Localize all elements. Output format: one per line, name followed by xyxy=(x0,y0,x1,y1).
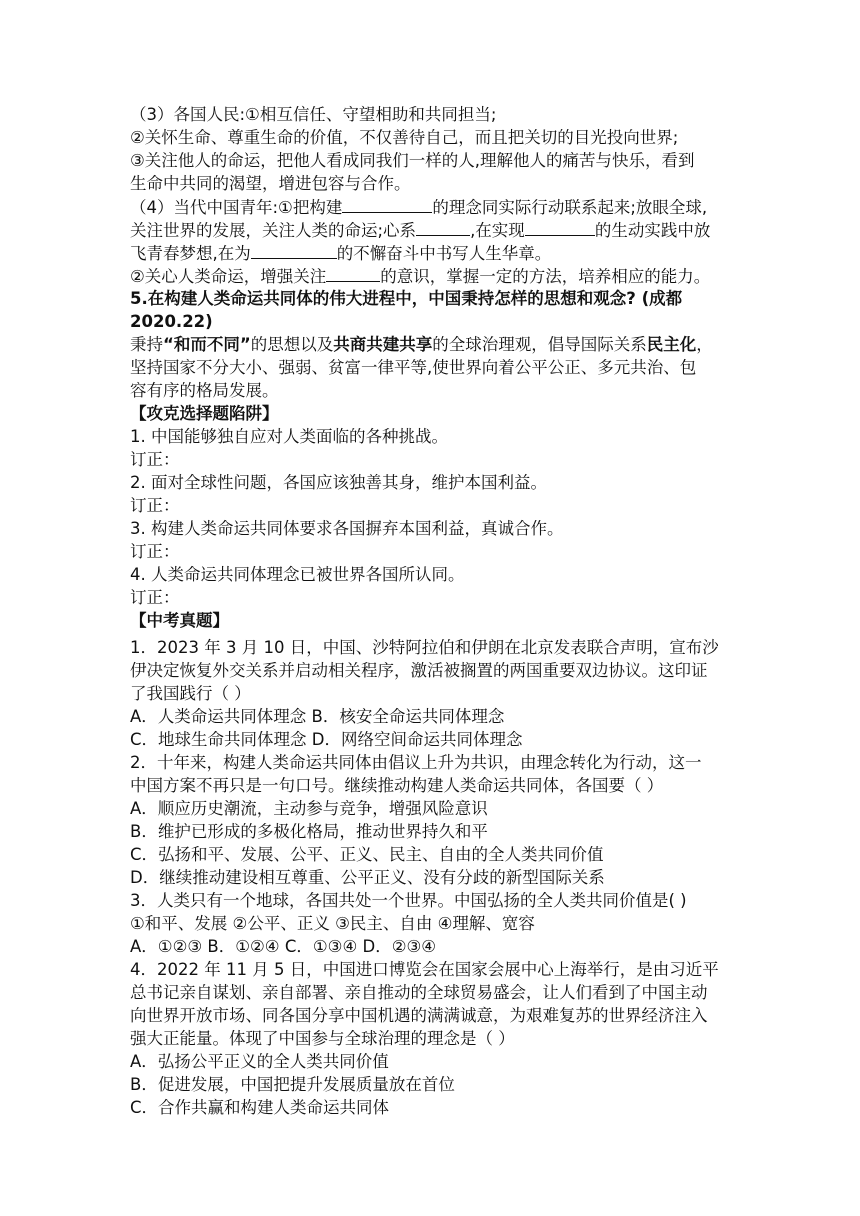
question-heading: 2020.22) xyxy=(130,312,213,331)
text-line: 坚持国家不分大小、强弱、贫富一律平等,使世界向着公平公正、多元共治、包 xyxy=(130,358,697,377)
answer-options: C．地球生命共同体理念 D．网络空间命运共同体理念 xyxy=(130,730,523,749)
trap-item: 4. 人类命运共同体理念已被世界各国所认同。 xyxy=(130,565,465,584)
fill-blank[interactable] xyxy=(326,265,380,282)
answer-statements: ①和平、发展 ②公平、正义 ③民主、自由 ④理解、宽容 xyxy=(130,914,535,933)
answer-option: B．维护已形成的多极化格局，推动世界持久和平 xyxy=(130,822,488,841)
text-line: ③关注他人的命运，把他人看成同我们一样的人,理解他人的痛苦与快乐，看到 xyxy=(130,151,695,170)
answer-option: C．弘扬和平、发展、公平、正义、民主、自由的全人类共同价值 xyxy=(130,845,604,864)
correction-label: 订正： xyxy=(130,588,180,607)
text-line: ②关怀生命、尊重生命的价值，不仅善待自己，而且把关切的目光投向世界; xyxy=(130,128,679,147)
text-line: 容有序的格局发展。 xyxy=(130,381,279,400)
text-line-with-blank: ②关心人类命运，增强关注 的意识，掌握一定的方法，培养相应的能力。 xyxy=(130,267,711,286)
question-text: 向世界开放市场、同各国分享中国机遇的满满诚意，为艰难复苏的世界经济注入 xyxy=(130,1006,708,1025)
correction-label: 订正： xyxy=(130,450,180,469)
question-text: 总书记亲自谋划、亲自部署、亲自推动的全球贸易盛会，让人们看到了中国主动 xyxy=(130,983,708,1002)
correction-label: 订正： xyxy=(130,496,180,515)
question-text: 强大正能量。体现了中国参与全球治理的理念是（ ） xyxy=(130,1029,515,1048)
question-text: 中国方案不再只是一句口号。继续推动构建人类命运共同体，各国要（ ） xyxy=(130,776,664,795)
fill-blank[interactable] xyxy=(416,219,470,236)
trap-item: 1. 中国能够独自应对人类面临的各种挑战。 xyxy=(130,427,448,446)
answer-option: B．促进发展，中国把提升发展质量放在首位 xyxy=(130,1075,455,1094)
text-line-with-blank: 飞青春梦想,在为 的不懈奋斗中书写人生华章。 xyxy=(130,244,552,263)
answer-line: 秉持“和而不同”的思想以及共商共建共享的全球治理观，倡导国际关系民主化， xyxy=(130,335,713,354)
text-line-with-blank: 关注世界的发展，关注人类的命运;心系 ,在实现 的生动实践中放 xyxy=(130,221,711,240)
answer-option: D．继续推动建设相互尊重、公平正义、没有分歧的新型国际关系 xyxy=(130,868,605,887)
trap-item: 3. 构建人类命运共同体要求各国摒弃本国利益，真诚合作。 xyxy=(130,519,564,538)
question-heading: 5.在构建人类命运共同体的伟大进程中，中国秉持怎样的思想和观念? (成都 xyxy=(130,289,683,308)
question-text: 3．人类只有一个地球，各国共处一个世界。中国弘扬的全人类共同价值是( ) xyxy=(130,891,687,910)
trap-item: 2. 面对全球性问题，各国应该独善其身，维护本国利益。 xyxy=(130,473,547,492)
question-text: 伊决定恢复外交关系并启动相关程序，激活被搁置的两国重要双边协议。这印证 xyxy=(130,661,708,680)
question-text: 2．十年来，构建人类命运共同体由倡议上升为共识，由理念转化为行动，这一 xyxy=(130,753,702,772)
question-text: 4．2022 年 11 月 5 日，中国进口博览会在国家会展中心上海举行，是由习近平 xyxy=(130,960,719,979)
correction-label: 订正： xyxy=(130,542,180,561)
question-text: 了我国践行（ ） xyxy=(130,684,251,703)
text-line: （3）各国人民:①相互信任、守望相助和共同担当; xyxy=(130,105,497,124)
fill-blank[interactable] xyxy=(342,196,432,213)
answer-option: A．顺应历史潮流，主动参与竞争，增强风险意识 xyxy=(130,799,488,818)
answer-option: C．合作共赢和构建人类命运共同体 xyxy=(130,1098,390,1117)
answer-options: A．①②③ B．①②④ C．①③④ D．②③④ xyxy=(130,937,437,956)
answer-options: A．人类命运共同体理念 B．核安全命运共同体理念 xyxy=(130,707,505,726)
text-line-with-blank: （4）当代中国青年:①把构建 的理念同实际行动联系起来;放眼全球, xyxy=(130,198,708,217)
text-line: 生命中共同的渴望，增进包容与合作。 xyxy=(130,174,411,193)
question-text: 1．2023 年 3 月 10 日，中国、沙特阿拉伯和伊朗在北京发表联合声明，宣布沙 xyxy=(130,638,719,657)
section-heading: 【中考真题】 xyxy=(130,611,229,630)
answer-option: A．弘扬公平正义的全人类共同价值 xyxy=(130,1052,389,1071)
section-heading: 【攻克选择题陷阱】 xyxy=(130,404,279,423)
fill-blank[interactable] xyxy=(525,219,595,236)
fill-blank[interactable] xyxy=(251,242,337,259)
